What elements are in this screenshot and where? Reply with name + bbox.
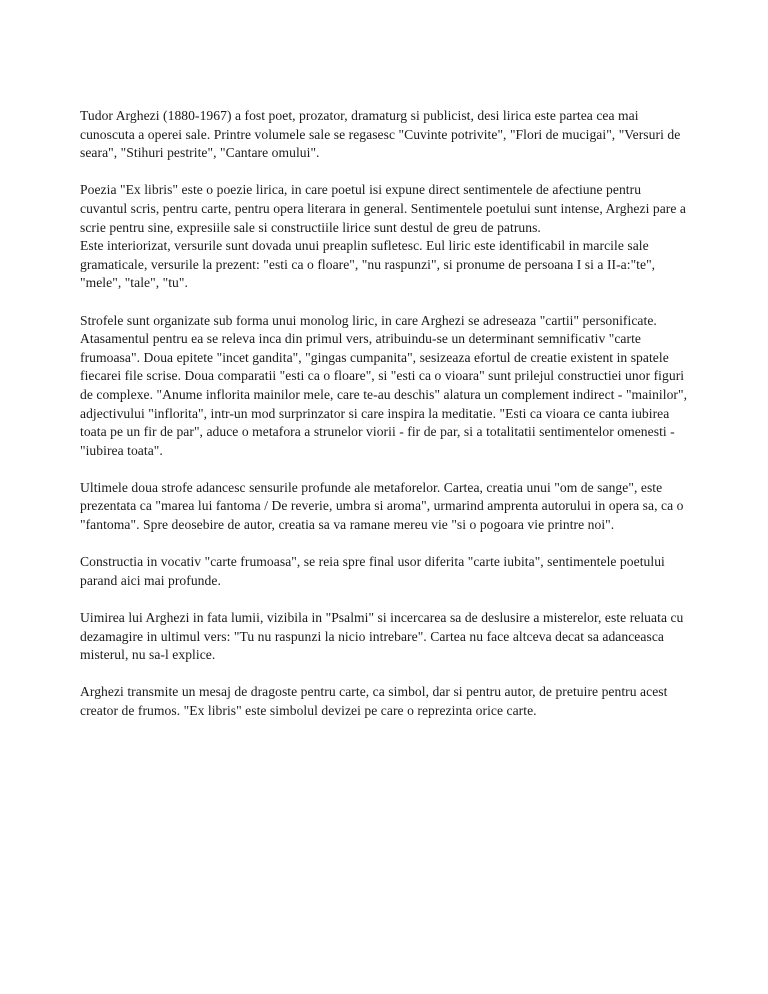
paragraph-stanzas: Strofele sunt organizate sub forma unui monolog liric, in care Arghezi se adreseaza "cartii" personificate. Atasamentul pentru ea se releva inca din primul vers, atribuindu-se un determinant semnificativ "carte frumoasa". Doua epitete "incet gandita", "gingas cumpanita", sesizeaza efortul de creatie existent in spatele fiecarei file scrise. Doua comparatii "esti ca o floare", si "esti ca o vioara" sunt prilejul constructiei unor figuri de complexe. "Anume inflorita mainilor mele, care te-au deschis" alatura un complement indirect - "mainilor", adjectivului "inflorita", intr-un mod surprinzator si care inspira la meditatie. "Esti ca vioara ce canta iubirea toata pe un fir de par", aduce o metafora a strunelor viorii - fir de par, si a totalitatii sentimentelor omenesti - "iubirea toata". (80, 312, 688, 458)
paragraph-wonder: Uimirea lui Arghezi in fata lumii, vizibila in "Psalmi" si incercarea sa de deslusire a misterelor, este reluata cu dezamagire in ultimul vers: "Tu nu raspunzi la nicio intrebare". Cartea nu face altceva decat sa adanceasca misterul, nu sa-l explice. (80, 610, 684, 663)
paragraph-vocative: Constructia in vocativ "carte frumoasa", se reia spre final usor diferita "carte iubita", sentimentele poetului parand aici mai profunde. (80, 554, 665, 588)
paragraph-intro: Tudor Arghezi (1880-1967) a fost poet, prozator, dramaturg si publicist, desi lirica este partea cea mai cunoscuta a operei sale. Printre volumele sale se regasesc "Cuvinte potrivite", "Flori de mucigai", "Versuri de seara", "Stihuri pestrite", "Cantare omului". (80, 108, 681, 161)
document-body (80, 107, 688, 739)
paragraph-lyric-poem: Poezia "Ex libris" este o poezie lirica, in care poetul isi expune direct sentimentele de afectiune pentru cuvantul scris, pentru carte, pentru opera literara in general. Sentimentele poetului sunt intense, Arghezi pare a scrie pentru sine, expresiile sale si constructiile lirice sunt destul de greu de patruns. Este interiorizat, versurile sunt dovada unui preaplin sufletesc. Eul liric este identificabil in marcile sale gramaticale, versurile la prezent: "esti ca o floare", "nu raspunzi", si pronume de persoana I si a II-a:"te", "mele", "tale", "tu". (80, 182, 686, 291)
paragraph-conclusion: Arghezi transmite un mesaj de dragoste pentru carte, ca simbol, dar si pentru autor, de pretuire pentru acest creator de frumos. "Ex libris" este simbolul devizei pe care o reprezinta orice carte. (80, 684, 668, 718)
paragraph-last-stanzas: Ultimele doua strofe adancesc sensurile profunde ale metaforelor. Cartea, creatia unui "om de sange", este prezentata ca "marea lui fantoma / De reverie, umbra si aroma", urmarind amprenta autorului in opera sa, ca o "fantoma". Spre deosebire de autor, creatia sa va ramane mereu vie "si o pogoara vie printre noi". (80, 479, 684, 533)
